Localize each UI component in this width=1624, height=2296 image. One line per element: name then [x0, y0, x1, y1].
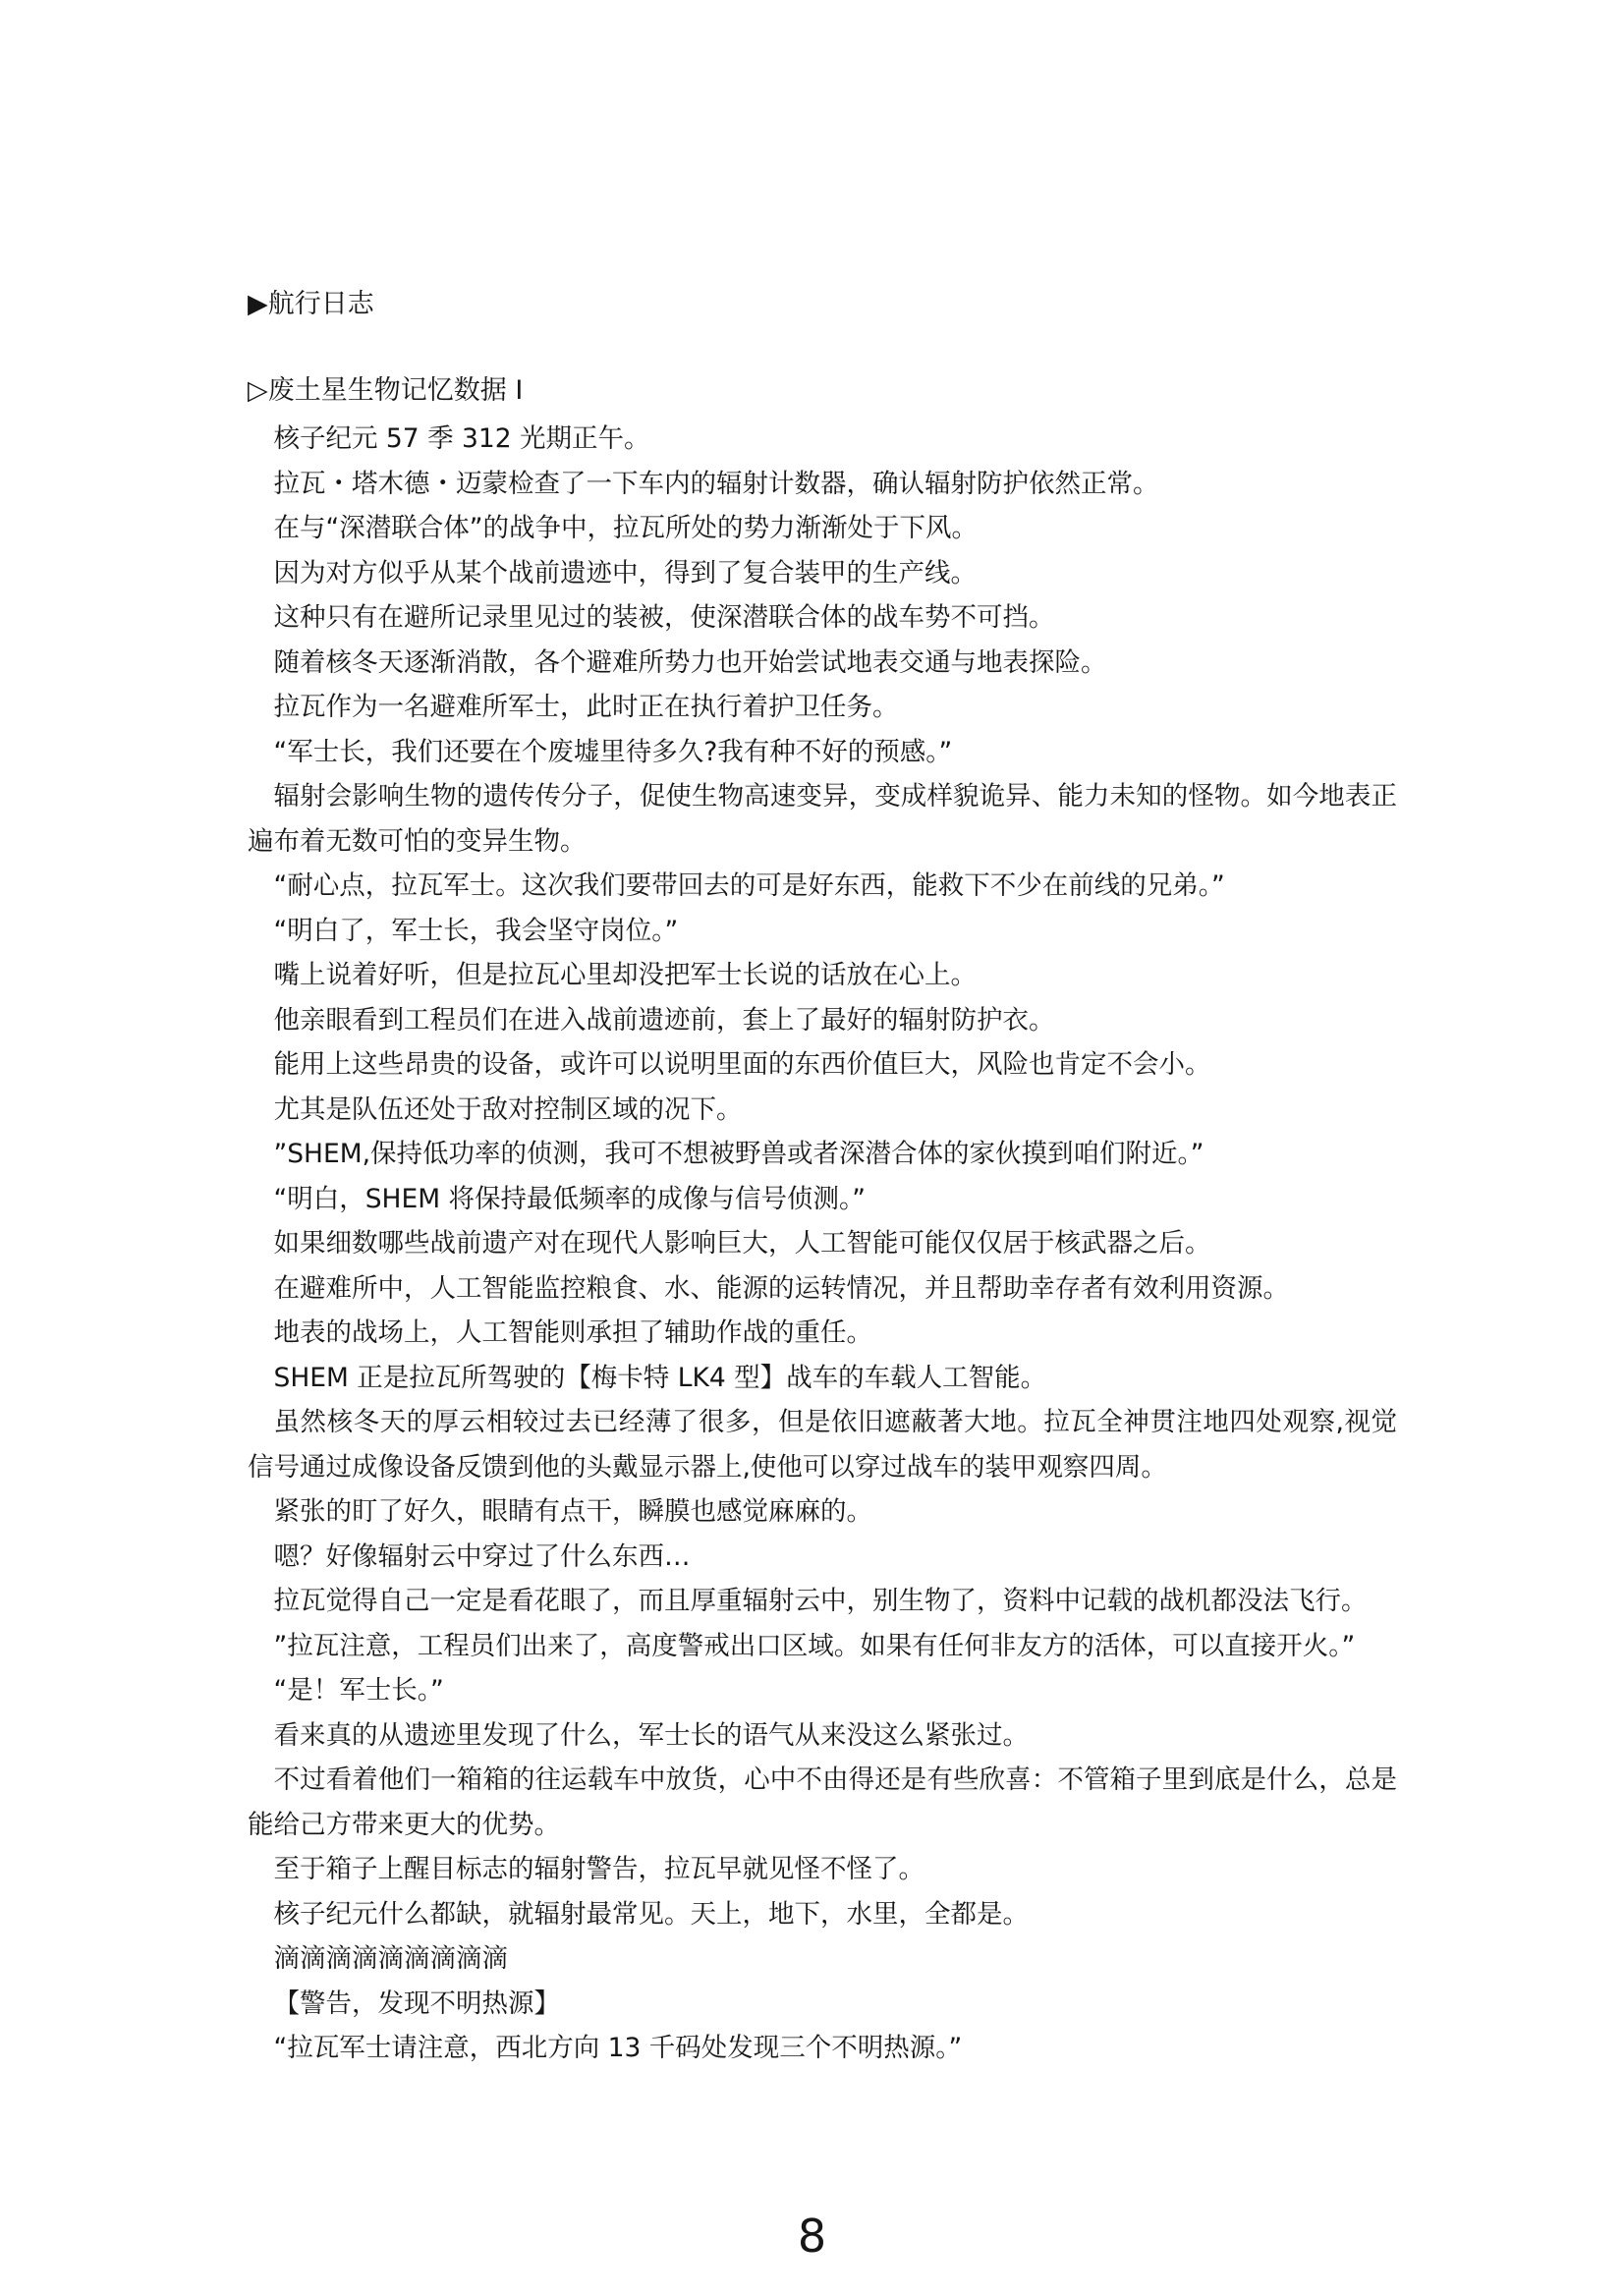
paragraph: SHEM 正是拉瓦所驾驶的【梅卡特 LK4 型】战车的车载人工智能。 — [273, 1362, 1047, 1393]
paragraph: 核子纪元 57 季 312 光期正午。 — [273, 423, 650, 454]
page-number: 8 — [797, 2210, 827, 2263]
paragraph: 拉瓦・塔木德・迈蒙检查了一下车内的辐射计数器，确认辐射防护依然正常。 — [273, 468, 1159, 499]
paragraph: 地表的战场上，人工智能则承担了辅助作战的重任。 — [273, 1317, 872, 1348]
paragraph: 核子纪元什么都缺，就辐射最常见。天上，地下，水里，全都是。 — [273, 1898, 1029, 1930]
paragraph: 在避难所中，人工智能监控粮食、水、能源的运转情况，并且帮助幸存者有效利用资源。 — [273, 1272, 1289, 1304]
chapter-title: ▷废土星生物记忆数据 I — [248, 375, 524, 406]
paragraph: 如果细数哪些战前遗产对在现代人影响巨大，人工智能可能仅仅居于核武器之后。 — [273, 1228, 1211, 1259]
paragraph: ”拉瓦注意，工程员们出来了，高度警戒出口区域。如果有任何非友方的活体，可以直接开火。” — [273, 1630, 1356, 1661]
paragraph: 拉瓦觉得自己一定是看花眼了，而且厚重辐射云中，别生物了，资料中记载的战机都没法飞行。 — [273, 1586, 1368, 1616]
paragraph: “拉瓦军士请注意，西北方向 13 千码处发现三个不明热源。” — [273, 2033, 963, 2063]
paragraph: 辐射会影响生物的遗传传分子，促使生物高速变异，变成样貌诡异、能力未知的怪物。如今地表正遍布着无数可怕的变异生物。 — [248, 781, 1397, 857]
paragraph: 虽然核冬天的厚云相较过去已经薄了很多，但是依旧遮蔽著大地。拉瓦全神贯注地四处观察,视觉信号通过成像设备反馈到他的头戴显示器上,使他可以穿过战车的装甲观察四周。 — [248, 1407, 1397, 1483]
paragraph: 他亲眼看到工程员们在进入战前遗迹前，套上了最好的辐射防护衣。 — [273, 1004, 1055, 1036]
paragraph: “是！军士长。” — [273, 1675, 444, 1706]
paragraph: 这种只有在避所记录里见过的装被，使深潜联合体的战车势不可挡。 — [273, 602, 1055, 633]
paragraph: 随着核冬天逐渐消散，各个避难所势力也开始尝试地表交通与地表探险。 — [273, 646, 1107, 678]
paragraph: “明白了，军士长，我会坚守岗位。” — [273, 915, 679, 946]
paragraph: 滴滴滴滴滴滴滴滴滴 — [273, 1943, 508, 1974]
paragraph: “耐心点，拉瓦军士。这次我们要带回去的可是好东西，能救下不少在前线的兄弟。” — [273, 870, 1225, 901]
paragraph: “军士长，我们还要在个废墟里待多久?我有种不好的预感。” — [273, 736, 953, 767]
paragraph: ”SHEM,保持低功率的侦测，我可不想被野兽或者深潜合体的家伙摸到咱们附近。” — [273, 1139, 1204, 1169]
paragraph: 因为对方似乎从某个战前遗迹中，得到了复合装甲的生产线。 — [273, 557, 977, 588]
paragraph: 尤其是队伍还处于敌对控制区域的况下。 — [273, 1093, 743, 1125]
paragraph: “明白，SHEM 将保持最低频率的成像与信号侦测。” — [273, 1183, 866, 1214]
paragraph: 看来真的从遗迹里发现了什么，军士长的语气从来没这么紧张过。 — [273, 1719, 1029, 1751]
body-text — [248, 417, 1397, 2071]
paragraph: 【警告，发现不明热源】 — [273, 1988, 560, 2019]
paragraph: 嘴上说着好听，但是拉瓦心里却没把军士长说的话放在心上。 — [273, 960, 977, 990]
paragraph: 能用上这些昂贵的设备，或许可以说明里面的东西价值巨大，风险也肯定不会小。 — [273, 1049, 1211, 1080]
paragraph: 紧张的盯了好久，眼睛有点干，瞬膜也感觉麻麻的。 — [273, 1496, 872, 1527]
paragraph: 不过看着他们一箱箱的往运载车中放货，心中不由得还是有些欣喜：不管箱子里到底是什么，总是能给己方带来更大的优势。 — [248, 1764, 1397, 1840]
paragraph: 至于箱子上醒目标志的辐射警告，拉瓦早就见怪不怪了。 — [273, 1854, 924, 1884]
paragraph: 拉瓦作为一名避难所军士，此时正在执行着护卫任务。 — [273, 692, 899, 722]
paragraph: 嗯？好像辐射云中穿过了什么东西… — [273, 1540, 691, 1572]
paragraph: 在与“深潜联合体”的战争中，拉瓦所处的势力渐渐处于下风。 — [273, 513, 978, 543]
section-header: ▶航行日志 — [248, 289, 374, 319]
